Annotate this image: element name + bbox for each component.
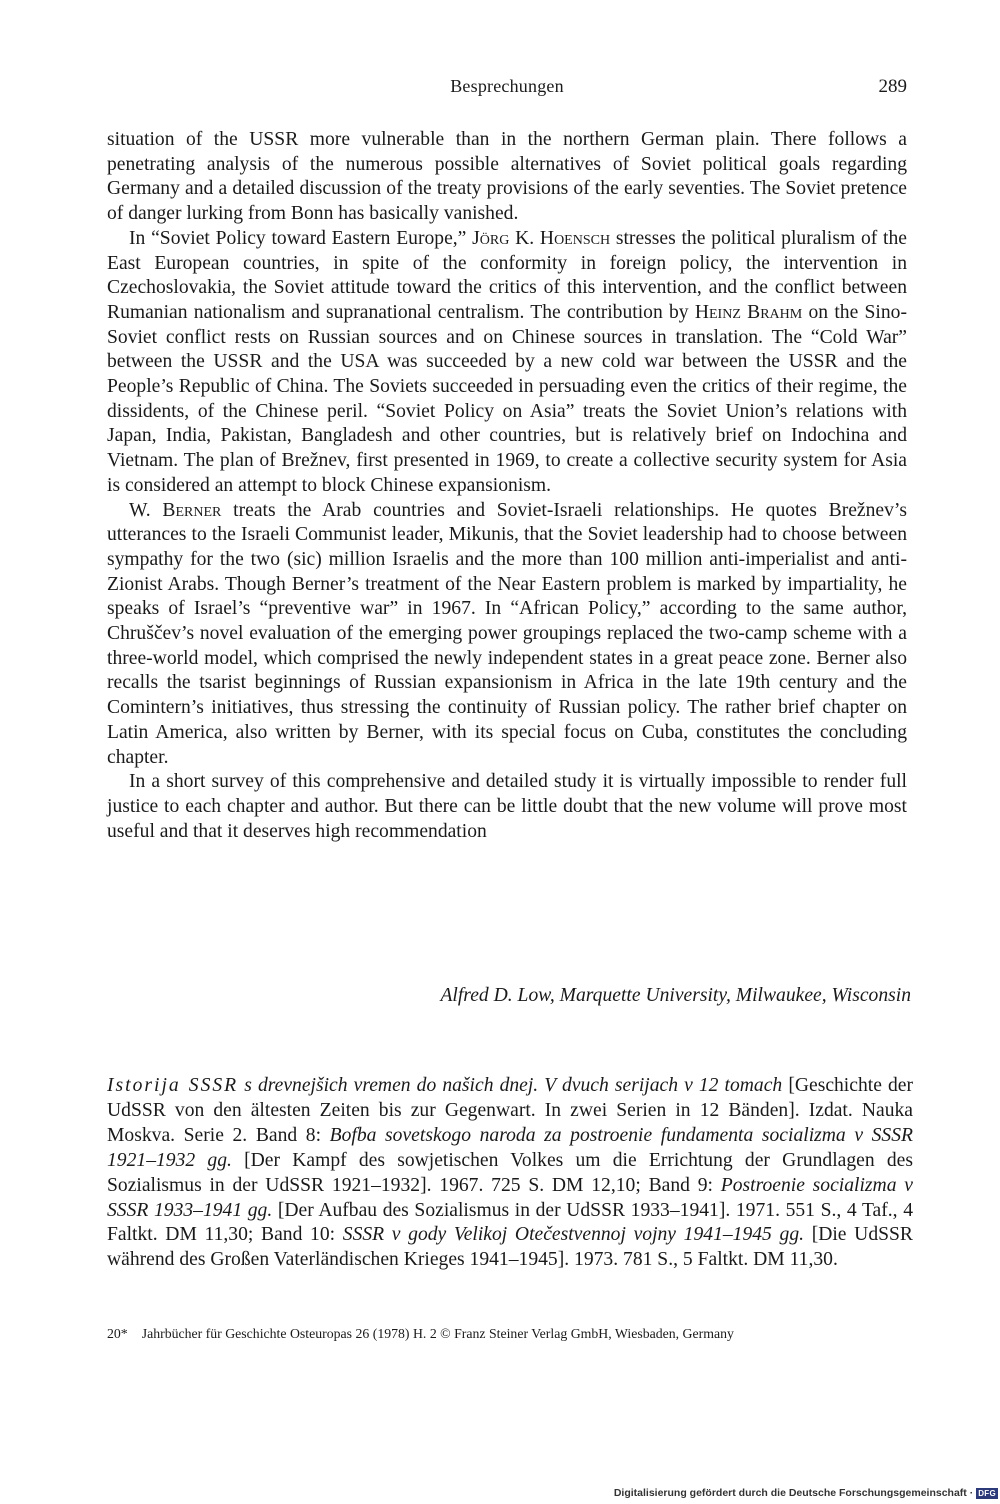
credit-text: Digitalisierung gefördert durch die Deutsche Forschungsgemeinschaft · [613,1487,974,1499]
dfg-logo: DFG [978,1488,996,1498]
bibliographic-citation [107,1074,913,1273]
digitization-credit [614,1487,998,1499]
citation-text-4: [Die UdSSR während des Großen Vaterländischen Krieges 1941–1945]. 1973. 781 S., 5 Faltkt. DM 11,30. [107,1224,913,1271]
page-header [107,76,907,102]
signature-mark: 20* [107,1326,128,1341]
citation-text-2: [Der Kampf des sowjetischen Volkes um die Errichtung der Grundlagen des Sozialismus in der UdSSR 1921–1932]. 1967. 725 S. DM 12,10; Band 9: [107,1149,914,1196]
citation-text-3: [Der Aufbau des Sozialismus in der UdSSR 1933–1941]. 1971. 551 S., 4 Taf., 4 Faltkt. DM 11,30; Band 10: [107,1199,913,1246]
paragraph-3 [107,499,907,771]
paragraph-2 [107,227,907,499]
reviewer-signature: Alfred D. Low, Marquette University, Milwaukee, Wisconsin [440,985,911,1006]
paragraph-3-text-a: W. [129,499,163,521]
volume-10-title: SSSR v gody Velikoj Otečestvennoj vojny 1941–1945 gg. [342,1224,805,1246]
book-title-rest: s drevnejšich vremen do našich dnej. V dvuch serijach v 12 tomach [238,1075,783,1096]
page-footer [107,1326,913,1342]
paragraph-3-text-b: treats the Arab countries and Soviet-Israeli relationships. He quotes Brežnev’s utterances to the Israeli Communist leader, Mikunis, that the Soviet leadership had to choose between sympathy for the two (sic) million Israelis and the more than 100 million anti-imperialist and anti-Zionist Arabs. Though Berner’s treatment of the Near Eastern problem is marked by impartiality, he speaks of Israel’s “preventive war” in 1967. In “African Policy,” according to the same author, Chruščev’s novel evaluation of the emerging power groupings replaced the two-camp scheme with a three-world model, which comprised the newly independent states in a great peace zone. Berner also recalls the tsarist beginnings of Russian expansionism in Africa in the late 19th century and the Comintern’s initiatives, thus stressing the continuity of Russian policy. The rather brief chapter on Latin America, also written by Berner, with its special focus on Cuba, constitutes the concluding chapter. [107,499,907,768]
running-head: Besprechungen [450,76,564,96]
paragraph-2-text-b: stresses the political pluralism of the East European countries, in spite of the conformity in foreign policy, the intervention in Czechoslovakia, the Soviet attitude toward the critics of this intervention, and the conflict between Rumanian nationalism and supranational centralism. The contribution by [107,227,907,323]
paragraph-4: In a short survey of this comprehensive and detailed study it is virtually impossible to render full justice to each chapter and author. But there can be little doubt that the new volume will prove most useful and that it deserves high recommendation [107,771,907,842]
author-name-hoensch: Jörg K. Hoensch [472,227,611,249]
citation-text-1: [Geschichte der UdSSR von den ältesten Zeiten bis zur Gegenwart. In zwei Serien in 12 Bänden]. Izdat. Nauka Moskva. Serie 2. Band 8: [107,1075,913,1146]
paragraph-2-text-a: In “Soviet Policy toward Eastern Europe,” [129,227,473,249]
paragraph-2-text-c: on the Sino-Soviet conflict rests on Russian sources and on Chinese sources in translation. The “Cold War” between the USSR and the USA was succeeded by a new cold war between the USSR and the People’s Republic of China. The Soviets succeeded in persuading even the critics of their regime, the dissidents, of the Chinese peril. “Soviet Policy on Asia” treats the Soviet Union’s relations with Japan, India, Pakistan, Bangladesh and other countries, but is relatively brief on Indochina and Vietnam. The plan of Brežnev, first presented in 1969, to create a collective security system for Asia is considered an attempt to block Chinese expansionism. [107,301,907,496]
book-title-main: Istorija SSSR [107,1075,239,1096]
article-body [107,128,907,844]
author-name-brahm: Heinz Brahm [694,301,803,323]
volume-9-title: Postroenie socializma v SSSR 1933–1941 gg. [107,1174,913,1221]
volume-8-title: Bofba sovetskogo naroda za postroenie fundamenta socializma v SSSR 1921–1932 gg. [107,1124,913,1171]
author-name-berner: Berner [162,499,222,521]
book-review-entry [107,1074,913,1273]
journal-citation: Jahrbücher für Geschichte Osteuropas 26 (1978) H. 2 © Franz Steiner Verlag GmbH, Wiesbaden, Germany [141,1326,734,1341]
paragraph-1: situation of the USSR more vulnerable than in the northern German plain. There follows a penetrating analysis of the numerous possible alternatives of Soviet political goals regarding Germany and a detailed discussion of the treaty provisions of the early seventies. The Soviet pretence of danger lurking from Bonn has basically vanished. [107,129,907,225]
page-number: 289 [878,76,907,97]
